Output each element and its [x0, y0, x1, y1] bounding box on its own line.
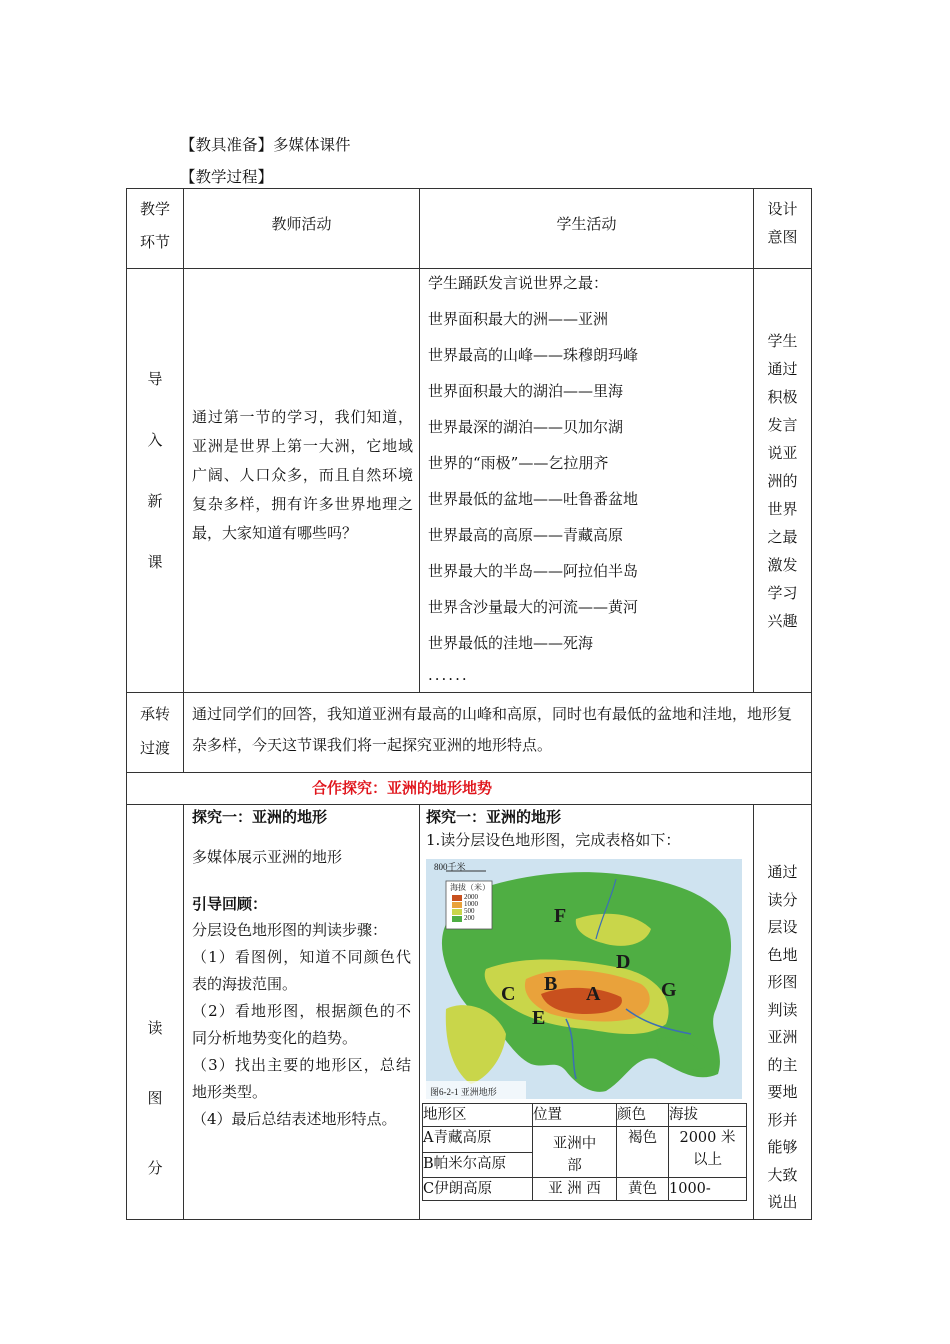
landform-header-2: 位置 [533, 1104, 617, 1127]
teaching-process-line: 【教学过程】 [180, 168, 274, 186]
intro-design-10: 学习 [767, 583, 798, 602]
guide-line-3: （2）看地形图，根据颜色的不同分析地势变化的趋势。 [192, 1002, 411, 1047]
read-design-5: 形图 [767, 973, 798, 991]
section-title-row [127, 773, 812, 805]
intro-design-6: 洲的 [767, 471, 798, 490]
intro-teacher [184, 269, 420, 693]
header-teacher-label: 教师活动 [271, 215, 332, 233]
intro-design-8: 之最 [767, 527, 798, 546]
asia-landform-map [426, 859, 742, 1099]
transition-stage [127, 693, 184, 773]
landform-table [422, 1103, 747, 1201]
map-scale: 800千米 [434, 862, 466, 872]
read-stage-1: 读 [147, 1019, 163, 1037]
intro-student-line-6: 世界的“雨极”——乞拉朋齐 [428, 454, 609, 472]
intro-stage-4: 课 [147, 552, 163, 571]
read-teacher-line: 多媒体展示亚洲的地形 [192, 848, 343, 866]
read-design-7: 亚洲 [767, 1028, 798, 1046]
read-design-12: 大致 [767, 1165, 798, 1184]
header-stage-2: 环节 [139, 233, 170, 251]
intro-student-line-10: 世界含沙量最大的河流——黄河 [428, 598, 639, 616]
intro-student [420, 269, 754, 693]
table-row [423, 1178, 747, 1201]
intro-design-4: 发言 [767, 415, 798, 434]
landform-header-3: 颜色 [617, 1104, 669, 1127]
map-label-g: G [661, 979, 677, 1001]
intro-design-7: 世界 [767, 499, 798, 518]
intro-student-line-8: 世界最高的高原——青藏高原 [428, 526, 624, 544]
map-label-a: A [586, 983, 601, 1005]
read-design-1: 通过 [767, 863, 798, 881]
read-stage-3: 分 [147, 1159, 163, 1177]
intro-stage-2: 入 [147, 430, 163, 449]
read-design-8: 的主 [767, 1055, 798, 1074]
map-legend-value-2: 1000 [464, 900, 478, 908]
landform-cell: C伊朗高原 [423, 1178, 533, 1201]
guide-line-2: （1）看图例，知道不同颜色代表的海拔范围。 [192, 948, 411, 993]
read-design-13: 说出 [767, 1193, 798, 1211]
read-design-2: 读分 [767, 890, 798, 909]
intro-stage [127, 269, 184, 693]
read-student [420, 805, 754, 1220]
header-stage [127, 189, 184, 269]
intro-design-11: 兴趣 [767, 611, 798, 630]
transition-stage-1: 承转 [139, 705, 170, 723]
read-design-6: 判读 [767, 1000, 798, 1019]
guide-line-1: 分层设色地形图的判读步骤： [192, 921, 388, 939]
map-caption: 图6-2-1 亚洲地形 [430, 1087, 497, 1097]
teaching-aids-line: 【教具准备】多媒体课件 [180, 136, 351, 154]
read-design-4: 色地 [767, 945, 798, 964]
intro-row [127, 269, 812, 693]
read-design-11: 能够 [767, 1138, 798, 1156]
read-design [754, 805, 812, 1220]
section-title: 合作探究：亚洲的地形地势 [312, 779, 493, 797]
guide-title: 引导回顾： [192, 895, 268, 913]
map-legend-value-4: 200 [464, 914, 475, 922]
landform-cell [533, 1127, 617, 1178]
guide-line-5: （4）最后总结表述地形特点。 [192, 1110, 397, 1128]
lesson-table [126, 188, 812, 1220]
landform-cell: 褐色 [617, 1127, 669, 1178]
header-design [754, 189, 812, 269]
landform-header-1: 地形区 [423, 1104, 533, 1127]
read-design-9: 要地 [767, 1083, 798, 1101]
header-stage-1: 教学 [139, 200, 170, 218]
header-teacher [184, 189, 420, 269]
intro-design-1: 学生 [767, 331, 798, 350]
landform-cell: 1000- [669, 1178, 747, 1201]
intro-student-line-7: 世界最低的盆地——吐鲁番盆地 [428, 490, 639, 508]
intro-student-line-5: 世界最深的湖泊——贝加尔湖 [428, 418, 624, 436]
intro-student-line-1: 学生踊跃发言说世界之最： [428, 274, 609, 292]
intro-design-9: 激发 [767, 555, 798, 574]
landform-cell: 黄色 [617, 1178, 669, 1201]
landform-elevation-a: 2000 米以上 [679, 1130, 736, 1168]
intro-design-3: 积极 [767, 387, 798, 406]
read-map-row [127, 805, 812, 1220]
intro-design-5: 说亚 [767, 443, 798, 462]
intro-student-line-4: 世界面积最大的湖泊——里海 [428, 382, 624, 400]
read-stage-2: 图 [147, 1089, 163, 1107]
section-title-cell [127, 773, 812, 805]
map-legend-value-3: 500 [464, 907, 475, 915]
landform-header-4: 海拔 [669, 1104, 747, 1127]
intro-student-line-12: ...... [428, 666, 469, 684]
map-legend-title: 海拔（米） [450, 883, 490, 892]
intro-student-line-3: 世界最高的山峰——珠穆朗玛峰 [428, 346, 639, 364]
intro-student-line-11: 世界最低的洼地——死海 [428, 634, 594, 652]
landform-cell: 亚 洲 西 [533, 1178, 617, 1201]
transition-text: 通过同学们的回答，我知道亚洲有最高的山峰和高原，同时也有最低的盆地和洼地，地形复杂多样，今天这节课我们将一起探究亚洲的地形特点。 [192, 705, 793, 754]
map-label-f: F [554, 905, 567, 927]
read-teacher-title: 探究一：亚洲的地形 [192, 808, 328, 826]
transition-stage-2: 过渡 [139, 739, 170, 757]
intro-stage-1: 导 [147, 369, 163, 388]
header-student-label: 学生活动 [556, 215, 617, 233]
header-student [420, 189, 754, 269]
header-design-1: 设计 [767, 200, 798, 218]
table-header-row [127, 189, 812, 269]
table-row [423, 1127, 747, 1153]
intro-stage-3: 新 [147, 491, 163, 510]
landform-cell [669, 1127, 747, 1178]
map-label-e: E [532, 1007, 546, 1029]
read-teacher [184, 805, 420, 1220]
intro-student-line-9: 世界最大的半岛——阿拉伯半岛 [428, 562, 639, 580]
read-student-title: 探究一：亚洲的地形 [426, 808, 562, 826]
guide-line-4: （3）找出主要的地形区，总结地形类型。 [192, 1056, 411, 1101]
read-design-3: 层设 [767, 918, 798, 936]
map-label-d: D [616, 951, 631, 973]
map-legend-values [464, 894, 478, 922]
landform-cell: A青藏高原 [423, 1127, 533, 1153]
map-legend-value-1: 2000 [464, 893, 478, 901]
landform-table-header [423, 1104, 747, 1127]
map-label-c: C [501, 983, 516, 1005]
map-label-b: B [544, 973, 558, 995]
intro-design-2: 通过 [767, 359, 798, 378]
intro-teacher-text: 通过第一节的学习，我们知道，亚洲是世界上第一大洲，它地域广阔、人口众多，而且自然环境复杂多样，拥有许多世界地理之最，大家知道有哪些吗？ [192, 408, 413, 542]
read-design-10: 形并 [767, 1110, 798, 1129]
landform-location-a: 亚洲中部 [552, 1136, 597, 1174]
transition-text-cell [184, 693, 812, 773]
read-student-task: 1.读分层设色地形图，完成表格如下： [426, 831, 681, 849]
read-stage [127, 805, 184, 1220]
transition-row [127, 693, 812, 773]
header-design-2: 意图 [767, 228, 798, 246]
intro-student-line-2: 世界面积最大的洲——亚洲 [428, 310, 609, 328]
landform-cell: B帕米尔高原 [423, 1152, 533, 1178]
intro-design [754, 269, 812, 693]
